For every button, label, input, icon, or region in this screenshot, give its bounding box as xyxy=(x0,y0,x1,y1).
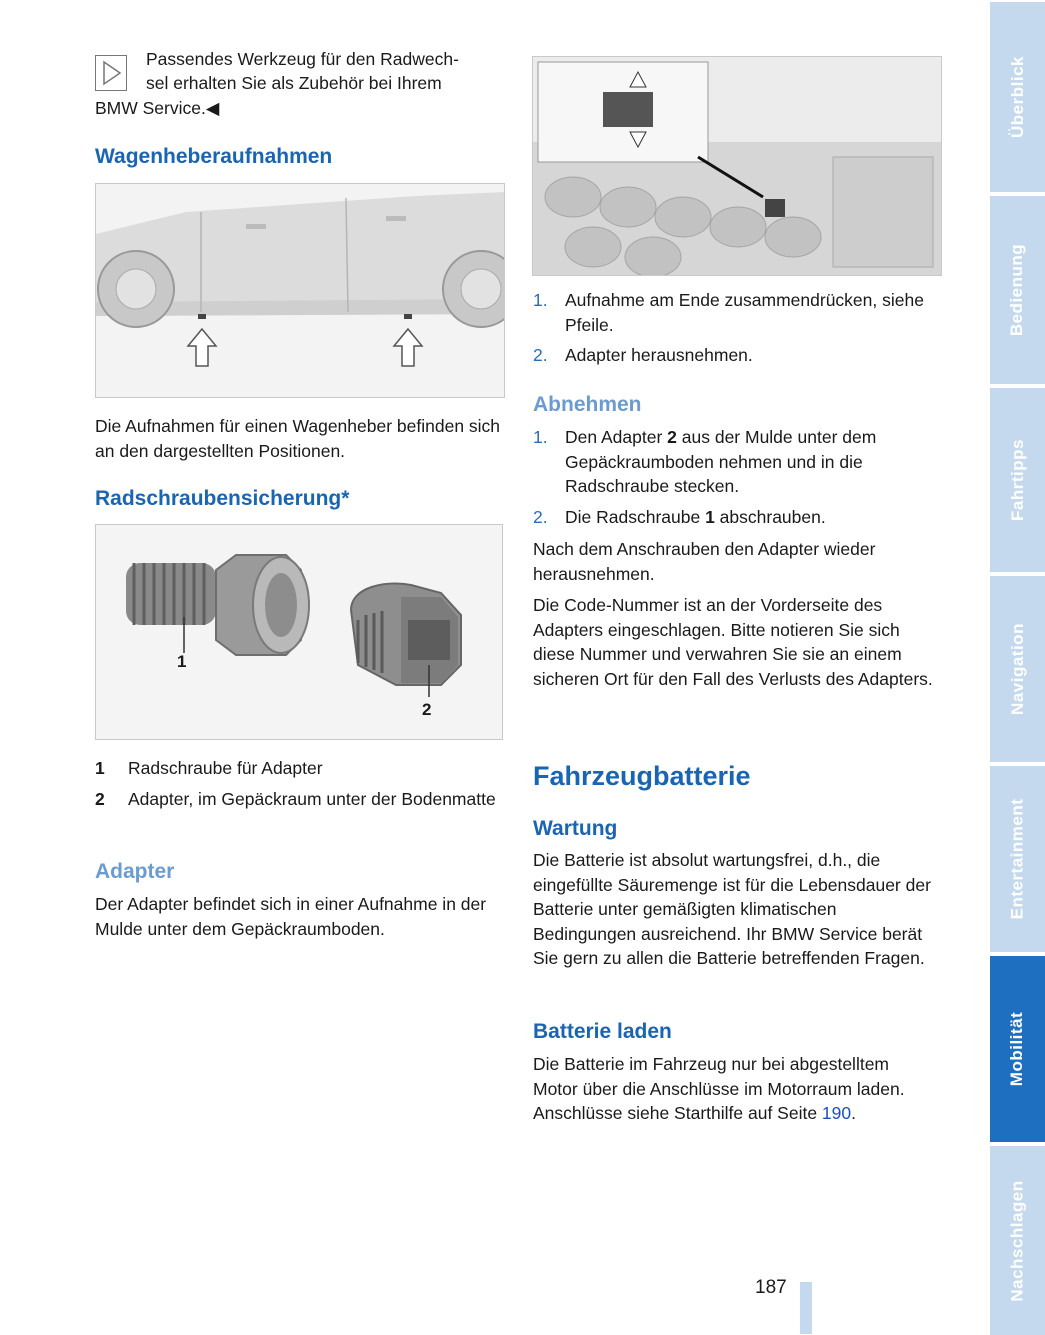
wagenheber-text: Die Aufnahmen für einen Wagenheber befinden sich an den dargestellten Positionen. xyxy=(95,416,501,461)
tab-fahrtipps[interactable]: Fahrtipps xyxy=(990,388,1045,572)
page-marker-bar xyxy=(800,1282,812,1334)
page-number: 187 xyxy=(755,1277,787,1298)
wheel-lock-illustration xyxy=(95,524,503,740)
steps-list-2 xyxy=(533,425,943,529)
tip-line1: Passendes Werkzeug für den Radwech- xyxy=(146,49,459,69)
heading-adapter: Adapter xyxy=(95,860,175,883)
heading-fahrzeugbatterie: Fahrzeugbatterie xyxy=(533,761,751,791)
steps-list-1 xyxy=(533,288,943,368)
fig-callout-1: 1 xyxy=(177,652,187,671)
adapter-text: Der Adapter befindet sich in einer Aufnahme in der Mulde unter dem Gepäckraumboden. xyxy=(95,894,487,939)
car-side-illustration xyxy=(95,183,505,398)
laden-text: Die Batterie im Fahrzeug nur bei abgestelltem Motor über die Anschlüsse im Motorraum laden. Anschlüsse siehe Starthilfe auf Seite 190. xyxy=(533,1054,905,1123)
code-text: Die Code-Nummer ist an der Vorderseite des Adapters eingeschlagen. Bitte notieren Sie sich diese Nummer und verwahren Sie sie an einem sicheren Ort für den Fall des Verlusts des Adapters. xyxy=(533,595,933,689)
tab-navigation[interactable]: Navigation xyxy=(990,576,1045,762)
list-item: 1. Aufnahme am Ende zusammendrücken, siehe Pfeile. xyxy=(533,290,924,335)
legend-item: 2 Adapter, im Gepäckraum unter der Bodenmatte xyxy=(95,788,496,809)
heading-wagenheberaufnahmen: Wagenheberaufnahmen xyxy=(95,145,333,168)
heading-radschraubensicherung: Radschraubensicherung* xyxy=(95,487,350,510)
wartung-text: Die Batterie ist absolut wartungsfrei, d.h., die eingefüllte Säuremenge ist für die Lebensdauer der Batterie unter gemäßigten klimatischen Bedingungen ausreichend. Ihr BMW Service berät Sie gern zu allen die Batterie betreffenden Fragen. xyxy=(533,850,931,968)
tab-ueberblick[interactable]: Überblick xyxy=(990,2,1045,192)
list-item: 2. Die Radschraube 1 abschrauben. xyxy=(533,506,826,527)
tab-entertainment[interactable]: Entertainment xyxy=(990,766,1045,952)
tab-nachschlagen[interactable]: Nachschlagen xyxy=(990,1146,1045,1335)
page-link-190[interactable]: 190 xyxy=(821,1103,852,1123)
heading-wartung: Wartung xyxy=(533,817,618,840)
legend-list xyxy=(95,756,505,811)
tip-icon xyxy=(95,55,127,91)
list-item: 2. Adapter herausnehmen. xyxy=(533,345,753,365)
fig-callout-2: 2 xyxy=(422,700,432,719)
heading-abnehmen: Abnehmen xyxy=(533,393,642,416)
list-item: 1. Den Adapter 2 aus der Mulde unter dem Gepäckraumboden nehmen und in die Radschraube stecken. xyxy=(533,427,877,496)
trunk-adapter-illustration xyxy=(532,56,942,276)
legend-item: 1 Radschraube für Adapter xyxy=(95,758,323,778)
tab-bedienung[interactable]: Bedienung xyxy=(990,196,1045,384)
heading-batterie-laden: Batterie laden xyxy=(533,1020,672,1043)
nach-text: Nach dem Anschrauben den Adapter wieder herausnehmen. xyxy=(533,539,876,584)
tip-line3: BMW Service.◀ xyxy=(95,98,220,118)
tab-mobilitaet[interactable]: Mobilität xyxy=(990,956,1045,1142)
tip-line2: sel erhalten Sie als Zubehör bei Ihrem xyxy=(146,73,442,93)
chapter-tabs xyxy=(990,0,1045,1335)
